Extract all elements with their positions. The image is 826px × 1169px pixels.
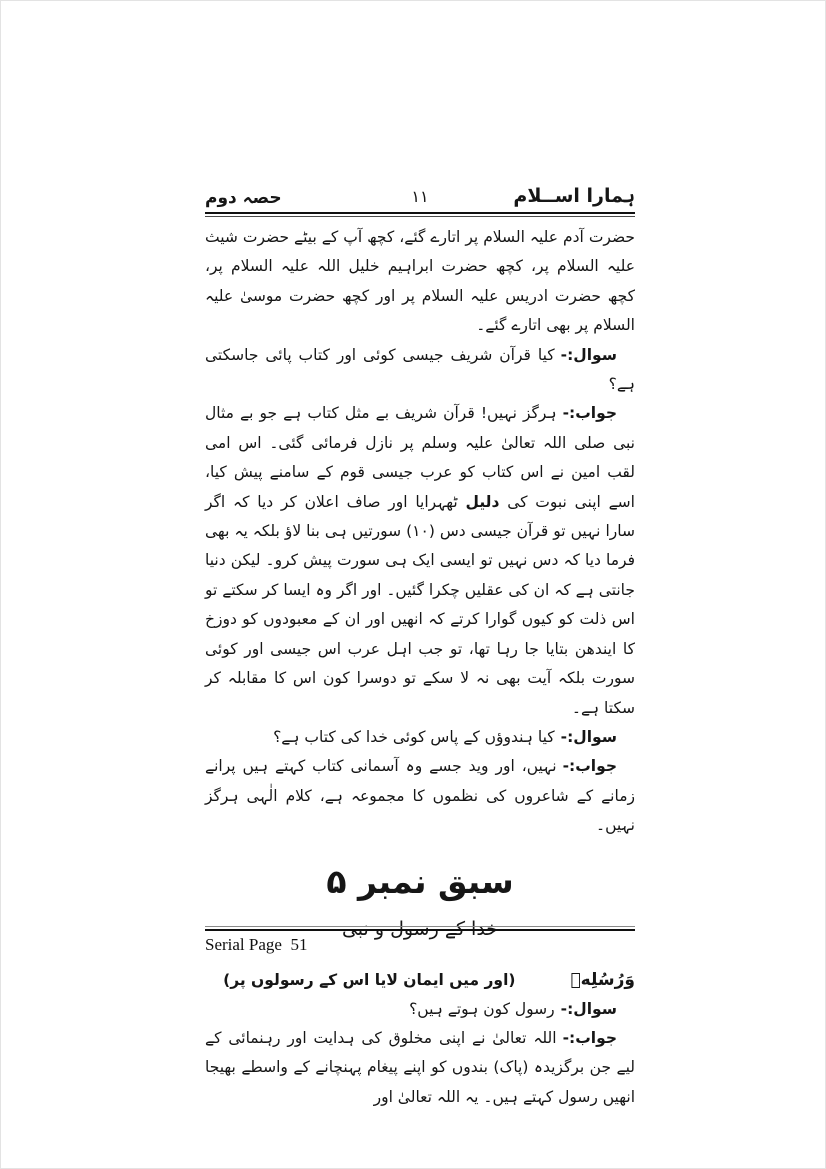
answer-text: اللہ تعالیٰ نے اپنی مخلوق کی ہدایت اور رہنمائی کے لیے جن برگزیدہ (پاک) بندوں کو اپنے پیغام پہنچانے کے واسطے بھیجا انھیں رسول کہتے ہیں۔ یہ اللہ تعالیٰ اور xyxy=(205,1028,635,1106)
answer-text-part2: ٹھہرایا اور صاف اعلان کر دیا کہ اگر سارا نہیں تو قرآن جیسی دس (۱۰) سورتیں ہی بنا لاؤ بلکہ یہ بھی فرما دیا کہ دس نہیں تو ایسی ایک ہی سورت پیش کرو۔ لیکن دنیا جانتی ہے کہ ان کی عقلیں چکرا گئیں۔ اور اگر وہ ایسا کر سکتے تو اس ذلت کو کیوں گوارا کرتے کہ انھیں اور ان کے معبودوں کو دوزخ کا ایندھن بتایا جا رہا تھا، تو جب اہل عرب اس جیسی اور کوئی سورت بلکہ آیت بھی نہ لا سکے تو دوسرا کون اس کا مقابلہ کر سکتا ہے۔ xyxy=(205,492,635,717)
answer-text: نہیں، اور وید جسے وہ آسمانی کتاب کہتے ہیں پرانے زمانے کے شاعروں کی نظموں کا مجموعہ ہے، کلام الٰہی ہرگز نہیں۔ xyxy=(205,757,635,835)
answer-1 xyxy=(205,399,635,722)
serial-page-label: Serial Page 51 xyxy=(205,935,308,954)
footer-rule xyxy=(205,926,635,931)
page-number: ۱۱ xyxy=(411,187,429,206)
continuation-paragraph xyxy=(205,223,635,341)
page-header xyxy=(205,185,635,212)
question-3 xyxy=(205,995,635,1024)
book-title: ہمارا اســلام xyxy=(513,185,635,207)
answer-3 xyxy=(205,1024,635,1112)
verse-translation: (اور میں ایمان لایا اس کے رسولوں پر) xyxy=(223,970,516,989)
paragraph-text: حضرت آدم علیہ السلام پر اتارے گئے، کچھ آپ کے بیٹے حضرت شیث علیہ السلام پر، کچھ حضرت ابراہیم خلیل اللہ علیہ السلام پر، کچھ حضرت ادریس علیہ السلام پر اور کچھ حضرت موسیٰ علیہ السلام پر بھی اتارے گئے۔ xyxy=(205,228,635,335)
question-label: سوال:- xyxy=(560,999,617,1018)
answer-label: جواب:- xyxy=(562,1028,617,1047)
lesson-title: سبق نمبر ۵ xyxy=(326,861,514,901)
question-label: سوال:- xyxy=(560,727,617,746)
answer-text-part1: ہرگز نہیں! قرآن شریف بے مثل کتاب ہے جو بے مثال نبی صلی اللہ تعالیٰ علیہ وسلم پر نازل فرمائی گئی۔ اس امی لقب امین نے اس کتاب کو عرب جیسی قوم کے سامنے پیش کیا، اسے اپنی نبوت کی xyxy=(205,404,635,511)
verse-arabic: وَرُسُلِهٖ xyxy=(570,969,635,990)
answer-label: جواب:- xyxy=(562,757,617,776)
question-text: رسول کون ہوتے ہیں؟ xyxy=(409,999,555,1018)
verse-row xyxy=(205,965,635,995)
lesson-subtitle: خدا کے رسول و نبی xyxy=(341,917,499,940)
page-footer xyxy=(205,926,635,955)
header-rule xyxy=(205,212,635,217)
answer-label: جواب:- xyxy=(562,404,617,423)
answer-bold-word: دلیل xyxy=(465,492,500,511)
question-label: سوال:- xyxy=(560,345,617,364)
question-text: کیا قرآن شریف جیسی کوئی اور کتاب پائی جاسکتی ہے؟ xyxy=(205,345,635,394)
question-2 xyxy=(205,723,635,752)
question-text: کیا ہندوؤں کے پاس کوئی خدا کی کتاب ہے؟ xyxy=(273,727,555,746)
part-label: حصہ دوم xyxy=(205,188,282,208)
question-1 xyxy=(205,341,635,400)
answer-2 xyxy=(205,752,635,840)
